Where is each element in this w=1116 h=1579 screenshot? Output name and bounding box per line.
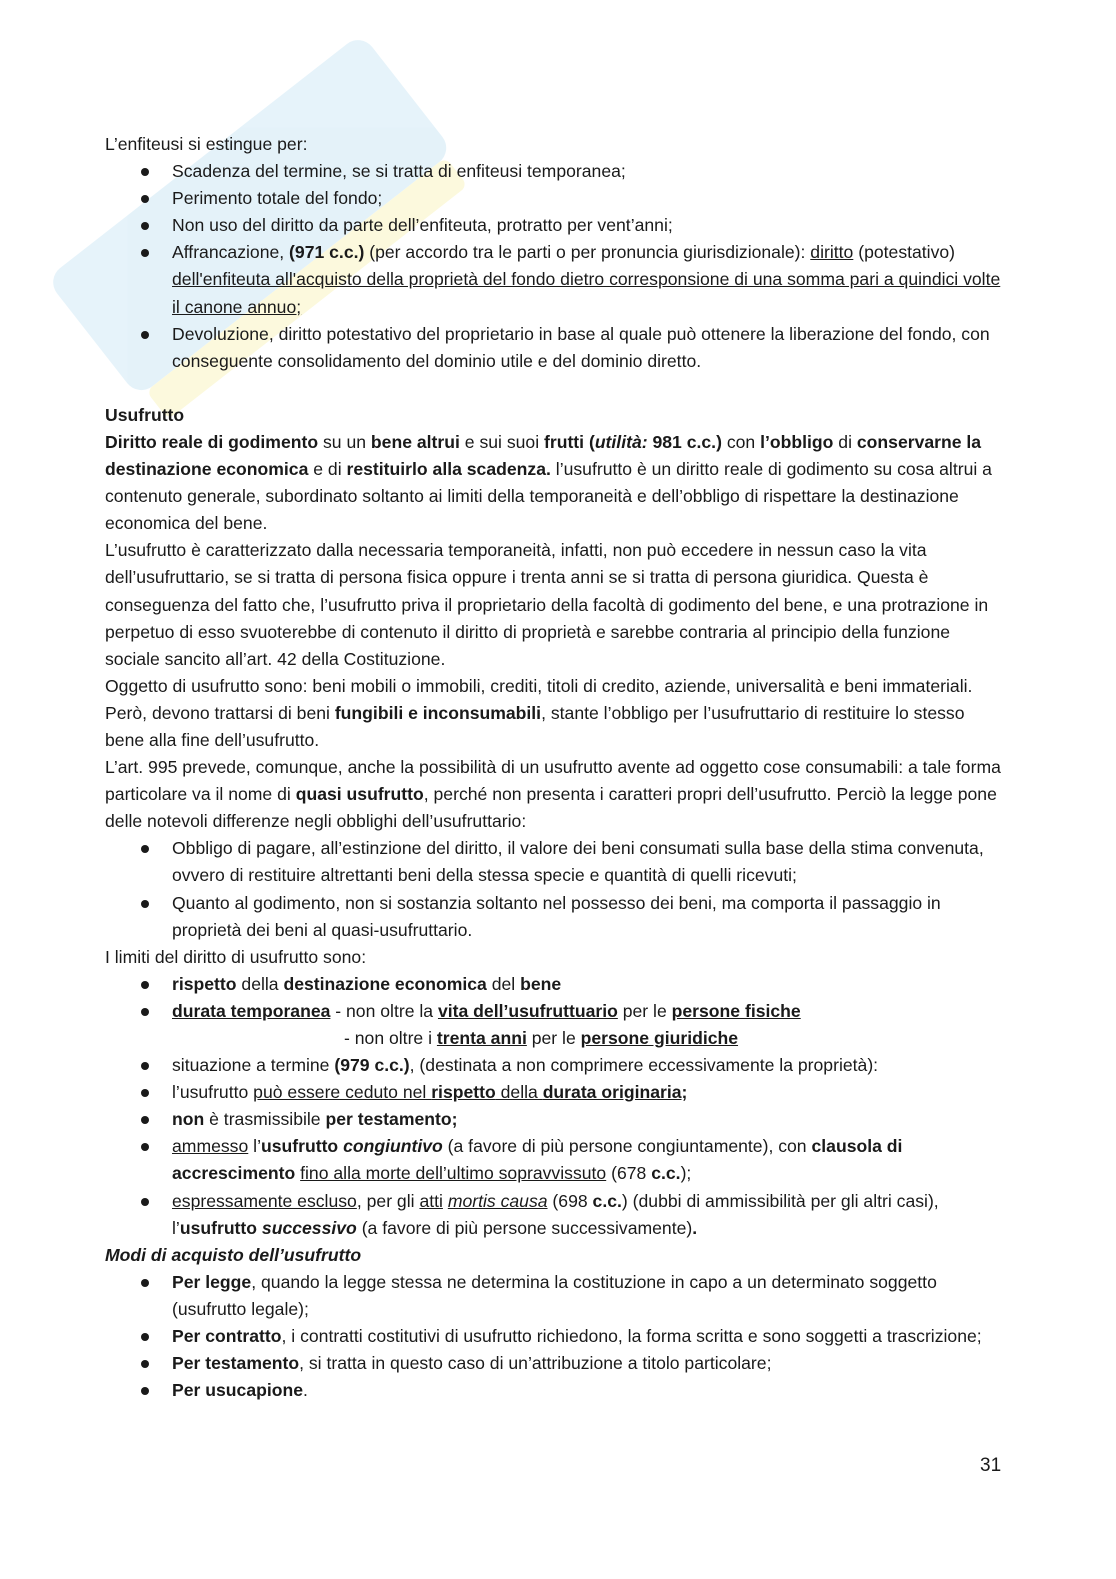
- list-item: durata temporanea - non oltre la vita dell’usufruttuario per le persone fisiche - non oltre i trenta anni per le persone giuridiche: [172, 998, 1005, 1052]
- paragraph-temporaneita: L’usufrutto è caratterizzato dalla necessaria temporaneità, infatti, non può eccedere in nessun caso la vita dell’usufruttario, se si tratta di persona fisica oppure i trenta anni se si tratta di persona giuridica. Questa è conseguenza del fatto che, l’usufrutto priva il proprietario della facoltà di godimento del bene, e una protrazione in perpetuo di esso svuoterebbe di contenuto il diritto di proprietà e sarebbe contraria al principio della funzione sociale sancito all’art. 42 della Costituzione.: [105, 540, 989, 669]
- list-item: Quanto al godimento, non si sostanzia soltanto nel possesso dei beni, ma comporta il passaggio in proprietà dei beni al quasi-usufruttario.: [172, 890, 1005, 944]
- list-item: Per usucapione.: [172, 1377, 1005, 1404]
- list-item: Per testamento, si tratta in questo caso di un’attribuzione a titolo particolare;: [172, 1350, 1005, 1377]
- usufrutto-definition: Diritto reale di godimento su un bene altrui e sui suoi frutti (utilità: 981 c.c.) con l’obbligo di conservarne la destinazione economica e di restituirlo alla scadenza. l’usufrutto è un diritto reale di godimento su cosa altrui a contenuto generale, subordinato soltanto ai limiti della temporaneità e dell’obbligo di rispettare la destinazione economica del bene.: [105, 431, 992, 534]
- enfiteusi-estinzione-list: [105, 158, 1005, 375]
- list-item: espressamente escluso, per gli atti mortis causa (698 c.c.) (dubbi di ammissibilità per gli altri casi), l’usufrutto successivo (a favore di più persone successivamente).: [172, 1188, 1005, 1242]
- enfiteusi-intro: L’enfiteusi si estingue per:: [105, 134, 308, 154]
- section-title-modi-acquisto: Modi di acquisto dell’usufrutto: [105, 1244, 362, 1265]
- list-item-affrancazione: Affrancazione, (971 c.c.) (per accordo tra le parti o per pronuncia giurisdizionale): diritto (potestativo) dell'enfiteuta all'acquisto della proprietà del fondo dietro corresponsione di una somma pari a quindici volte il canone annuo;: [172, 239, 1005, 320]
- list-item: Non uso del diritto da parte dell’enfiteuta, protratto per vent’anni;: [172, 212, 1005, 239]
- list-item: Per contratto, i contratti costitutivi di usufrutto richiedono, la forma scritta e sono soggetti a trascrizione;: [172, 1323, 1005, 1350]
- list-item: Devoluzione, diritto potestativo del proprietario in base al quale può ottenere la liberazione del fondo, con conseguente consolidamento del dominio utile e del dominio diretto.: [172, 321, 1005, 375]
- list-item: Obbligo di pagare, all’estinzione del diritto, il valore dei beni consumati sulla base della stima convenuta, ovvero di restituire altrettanti beni della stessa specie e quantità di quelli ricevuti;: [172, 835, 1005, 889]
- paragraph-quasi-usufrutto: L’art. 995 prevede, comunque, anche la possibilità di un usufrutto avente ad oggetto cose consumabili: a tale forma particolare va il nome di quasi usufrutto, perché non presenta i caratteri propri dell’usufrutto. Perciò la legge pone delle notevoli differenze negli obblighi dell’usufruttario:: [105, 757, 1001, 832]
- list-item: l’usufrutto può essere ceduto nel rispetto della durata originaria;: [172, 1079, 1005, 1106]
- page-number: 31: [980, 1455, 1002, 1476]
- list-item: non è trasmissibile per testamento;: [172, 1106, 1005, 1133]
- list-item: Perimento totale del fondo;: [172, 185, 1005, 212]
- list-item: Per legge, quando la legge stessa ne determina la costituzione in capo a un determinato soggetto (usufrutto legale);: [172, 1269, 1005, 1323]
- list-item: ammesso l’usufrutto congiuntivo (a favore di più persone congiuntamente), con clausola di accrescimento fino alla morte dell’ultimo sopravvissuto (678 c.c.);: [172, 1133, 1005, 1187]
- list-item: situazione a termine (979 c.c.), (destinata a non comprimere eccessivamente la proprietà):: [172, 1052, 1005, 1079]
- limiti-list: [105, 971, 1005, 1242]
- section-title-usufrutto: Usufrutto: [105, 404, 185, 425]
- list-item: Scadenza del termine, se si tratta di enfiteusi temporanea;: [172, 158, 1005, 185]
- document-page: [105, 131, 1005, 1404]
- quasi-usufrutto-list: [105, 835, 1005, 943]
- list-item: rispetto della destinazione economica del bene: [172, 971, 1005, 998]
- modi-acquisto-list: [105, 1269, 1005, 1404]
- limiti-intro: I limiti del diritto di usufrutto sono:: [105, 946, 367, 967]
- paragraph-oggetto: Oggetto di usufrutto sono: beni mobili o immobili, crediti, titoli di credito, aziende, universalità e beni immateriali. Però, devono trattarsi di beni fungibili e inconsumabili, stante l’obbligo per l’usufruttario di restituire lo stesso bene alla fine dell’usufrutto.: [105, 675, 973, 750]
